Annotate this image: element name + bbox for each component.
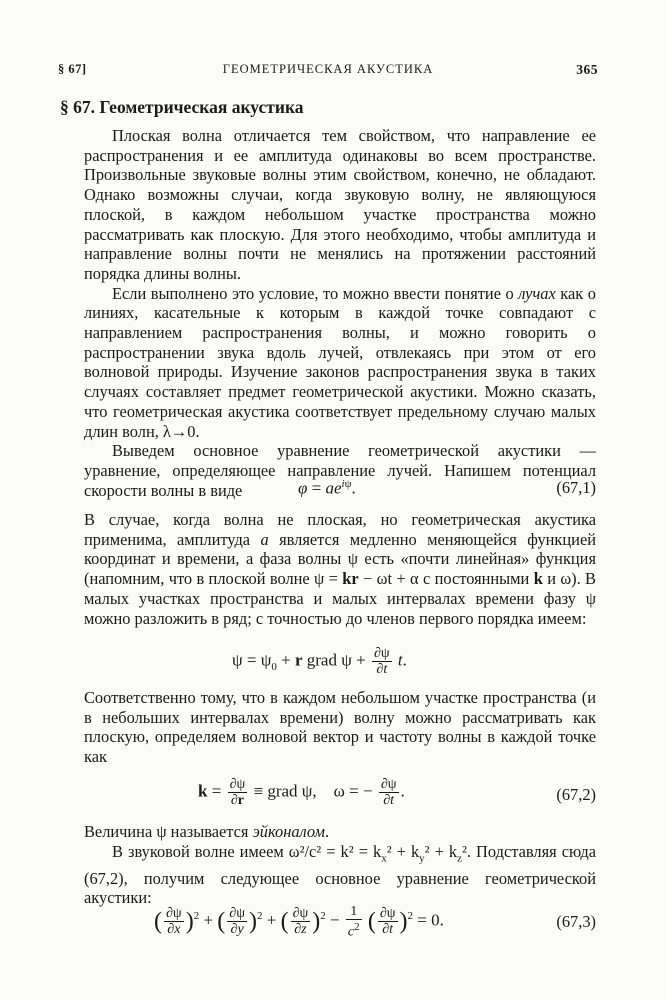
equation-67-2: k = $\frac{\partial\psi}{\partial r}$ ≡ grad ψ, ω = − $\frac{\partial\psi}{\partial t}$ . xyxy=(198,777,405,808)
paragraph-2: Если выполнено это условие, то можно ввести понятие о лучах как о линиях, касательные к которым в каждой точке совпадают с направлением распространения волны, и можно говорить о распространении звука вдоль лучей, отвлекаясь при этом от его волновой природы. Изучение законов распространения звука в таких случаях составляет предмет геометрической акустики. Можно сказать, что геометрическая акустика соответствует предельному случаю малых длин волн, λ→0. xyxy=(84,283,596,441)
text-block-1 xyxy=(84,126,596,500)
page-number: 365 xyxy=(576,62,598,77)
equation-67-3: ( $\frac{\partial\psi}{\partial x}$ )$^2$ + ( $\frac{\partial\psi}{\partial y}$ )$^2$ + ( $\frac{\partial\psi}{\partial z}$ )$^2$ − $\frac{1}{c^2}$ ( $\frac{\partial\psi}{\partial t}$ )$^2$ = 0. xyxy=(154,904,444,940)
equation-number-67-3: (67,3) xyxy=(556,912,596,931)
text-block-2 xyxy=(84,510,596,628)
paragraph-3: Выведем основное уравнение геометрической акустики — уравнение, определяющее направление лучей. Напишем потенциал скорости волны в виде xyxy=(84,441,596,500)
equation-67-1: $\varphi = ae^{i\psi}$. xyxy=(298,478,356,498)
section-heading: § 67. Геометрическая акустика xyxy=(60,97,304,117)
term-rays: лучах xyxy=(518,283,556,303)
text-block-4 xyxy=(84,822,596,908)
equation-number-67-2: (67,2) xyxy=(556,785,596,804)
running-header xyxy=(58,62,598,80)
text-block-3 xyxy=(84,688,596,767)
header-section: § 67] xyxy=(58,62,87,76)
header-title: ГЕОМЕТРИЧЕСКАЯ АКУСТИКА xyxy=(222,62,434,76)
paragraph-4: В случае, когда волна не плоская, но геометрическая акустика применима, амплитуда a является медленно меняющейся функцией координат и времени, а фаза волны ψ есть «почти линейная» функция (напомним, что в плоской волне ψ = kr − ωt + α с постоянными k и ω). В малых участках пространства и малых интервалах времени фазу ψ можно разложить в ряд; с точностью до членов первого порядка имеем: xyxy=(84,510,596,628)
paragraph-7: В звуковой волне имеем $\omega^2/c^2 = k^2 = k_x^2 + k_y^2 + k_z^2$. Подставляя сюда (67,2), получим следующее основное уравнение геометрической акустики: xyxy=(84,841,596,908)
term-eikonal: эйконалом xyxy=(252,822,325,841)
paragraph-1: Плоская волна отличается тем свойством, что направление ее распространения и ее амплитуда одинаковы во всем пространстве. Произвольные звуковые волны этим свойством, конечно, не обладают. Однако возможны случаи, когда звуковую волну, не являющуюся плоской, в каждом небольшом участке пространства можно рассматривать как плоскую. Для этого необходимо, чтобы амплитуда и направление волны почти не менялись на протяжении расстояний порядка длины волны. xyxy=(84,126,596,283)
equation-phase-expansion: $\psi = \psi_0 + r$ grad ψ + $\frac{\partial\psi}{\partial t}$ t. xyxy=(232,646,407,677)
equation-number-67-1: (67,1) xyxy=(556,478,596,497)
paragraph-5: Соответственно тому, что в каждом небольшом участке пространства (и в небольших интервалах времени) волну можно рассматривать как плоскую, определяем волновой вектор и частоту волны в каждой точке как xyxy=(84,688,596,767)
paragraph-6: Величина ψ называется эйконалом. xyxy=(84,822,330,841)
